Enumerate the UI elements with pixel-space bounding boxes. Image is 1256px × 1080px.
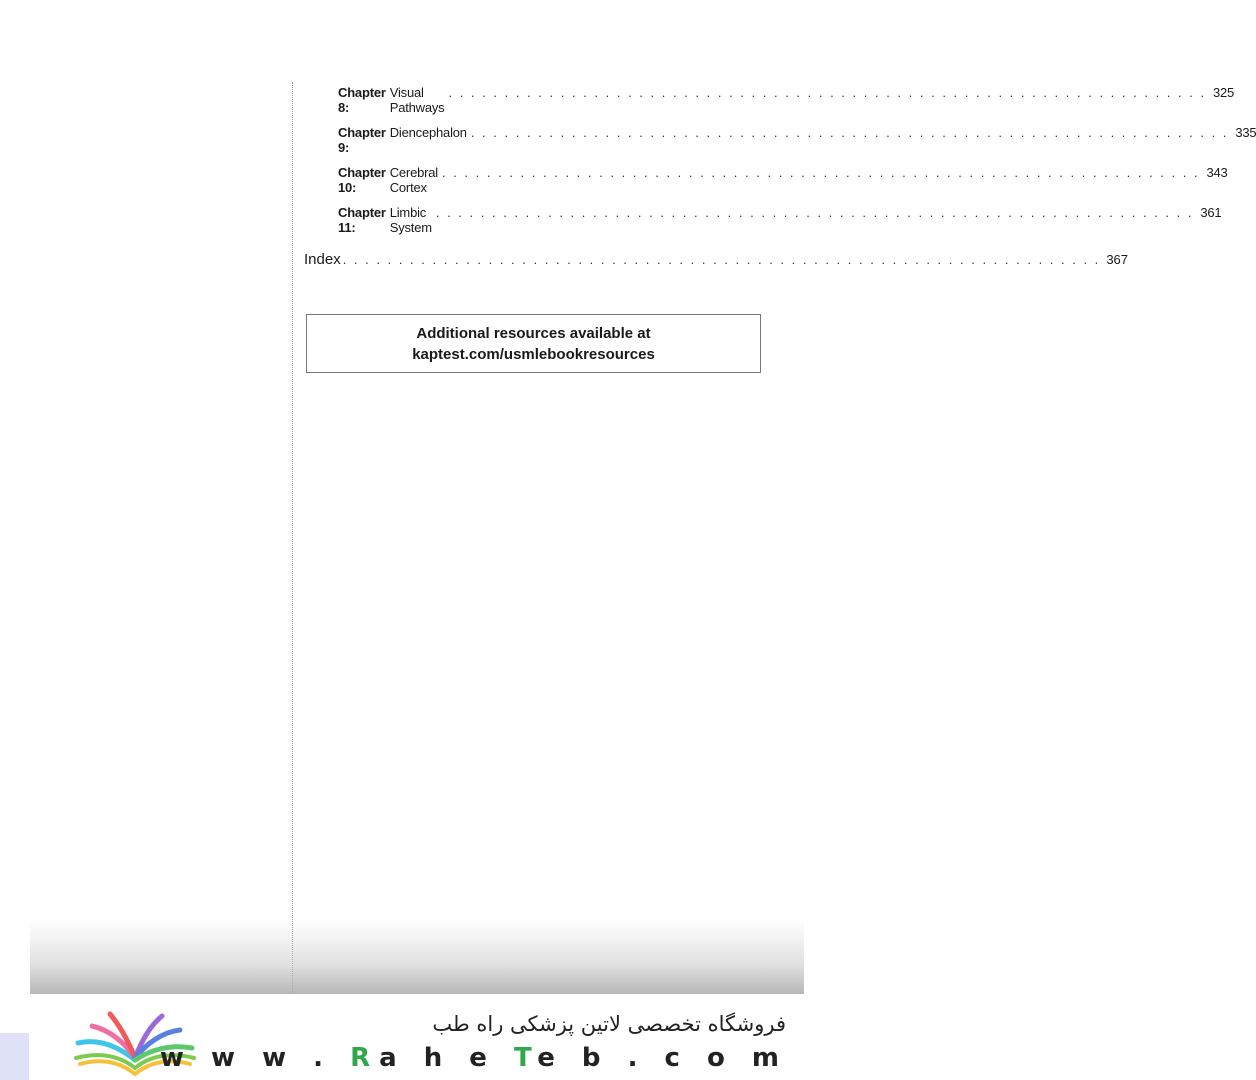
margin-dotted-rule [292, 82, 293, 994]
chapter-title: Cerebral Cortex [389, 165, 438, 195]
chapter-title: Limbic System [389, 205, 432, 235]
toc-entry-index [304, 251, 1129, 273]
toc-entry-chapter-8 [338, 85, 1235, 115]
page-number: 367 [1106, 252, 1129, 267]
resources-line-1: Additional resources available at [416, 324, 651, 342]
url-part: e b . c o m [537, 1043, 788, 1073]
toc-entry-chapter-9 [338, 125, 1256, 155]
leader-dots: . . . . . . . . . . . . . . . . . . . . . . . . . . . . . . . . . . . . . . . . . . . . . . . . . . . . . . . . . . . . . . . . . . . . [470, 125, 1229, 140]
toc-entry-chapter-10 [338, 165, 1228, 195]
leader-dots: . . . . . . . . . . . . . . . . . . . . . . . . . . . . . . . . . . . . . . . . . . . . . . . . . . . . . . . . . . . . . . . . . . . . [435, 205, 1194, 220]
leader-dots: . . . . . . . . . . . . . . . . . . . . . . . . . . . . . . . . . . . . . . . . . . . . . . . . . . . . . . . . . . . . . . . . . . . . [441, 165, 1200, 180]
page-bottom-shadow [30, 920, 804, 994]
index-title: Index [304, 251, 341, 268]
chapter-label: Chapter 10: [338, 165, 386, 195]
url-part: a h e [379, 1043, 514, 1073]
page-number: 325 [1213, 85, 1235, 100]
chapter-label: Chapter 11: [338, 205, 386, 235]
resources-url: kaptest.com/usmlebookresources [412, 345, 655, 363]
url-accent-t: T [513, 1043, 538, 1073]
chapter-label: Chapter 9: [338, 125, 386, 155]
page-number: 335 [1235, 125, 1256, 140]
chapter-title: Visual Pathways [389, 85, 445, 115]
page-number: 343 [1206, 165, 1228, 180]
url-part: w w w . [159, 1043, 351, 1073]
side-tab [0, 1033, 29, 1080]
chapter-title: Diencephalon [389, 125, 467, 140]
page-number: 361 [1200, 205, 1222, 220]
leader-dots: . . . . . . . . . . . . . . . . . . . . . . . . . . . . . . . . . . . . . . . . . . . . . . . . . . . . . . . . . . . . . . . . . . . . [342, 252, 1101, 267]
chapter-label: Chapter 8: [338, 85, 386, 115]
store-name: فروشگاه تخصصی لاتین پزشکی راه طب [432, 1012, 786, 1036]
additional-resources-box [306, 314, 761, 373]
url-accent-r: R [350, 1043, 380, 1073]
toc-entry-chapter-11 [338, 205, 1222, 235]
store-url [160, 1043, 788, 1073]
leader-dots: . . . . . . . . . . . . . . . . . . . . . . . . . . . . . . . . . . . . . . . . . . . . . . . . . . . . . . . . . . . . . . . . . . . . [448, 85, 1207, 100]
